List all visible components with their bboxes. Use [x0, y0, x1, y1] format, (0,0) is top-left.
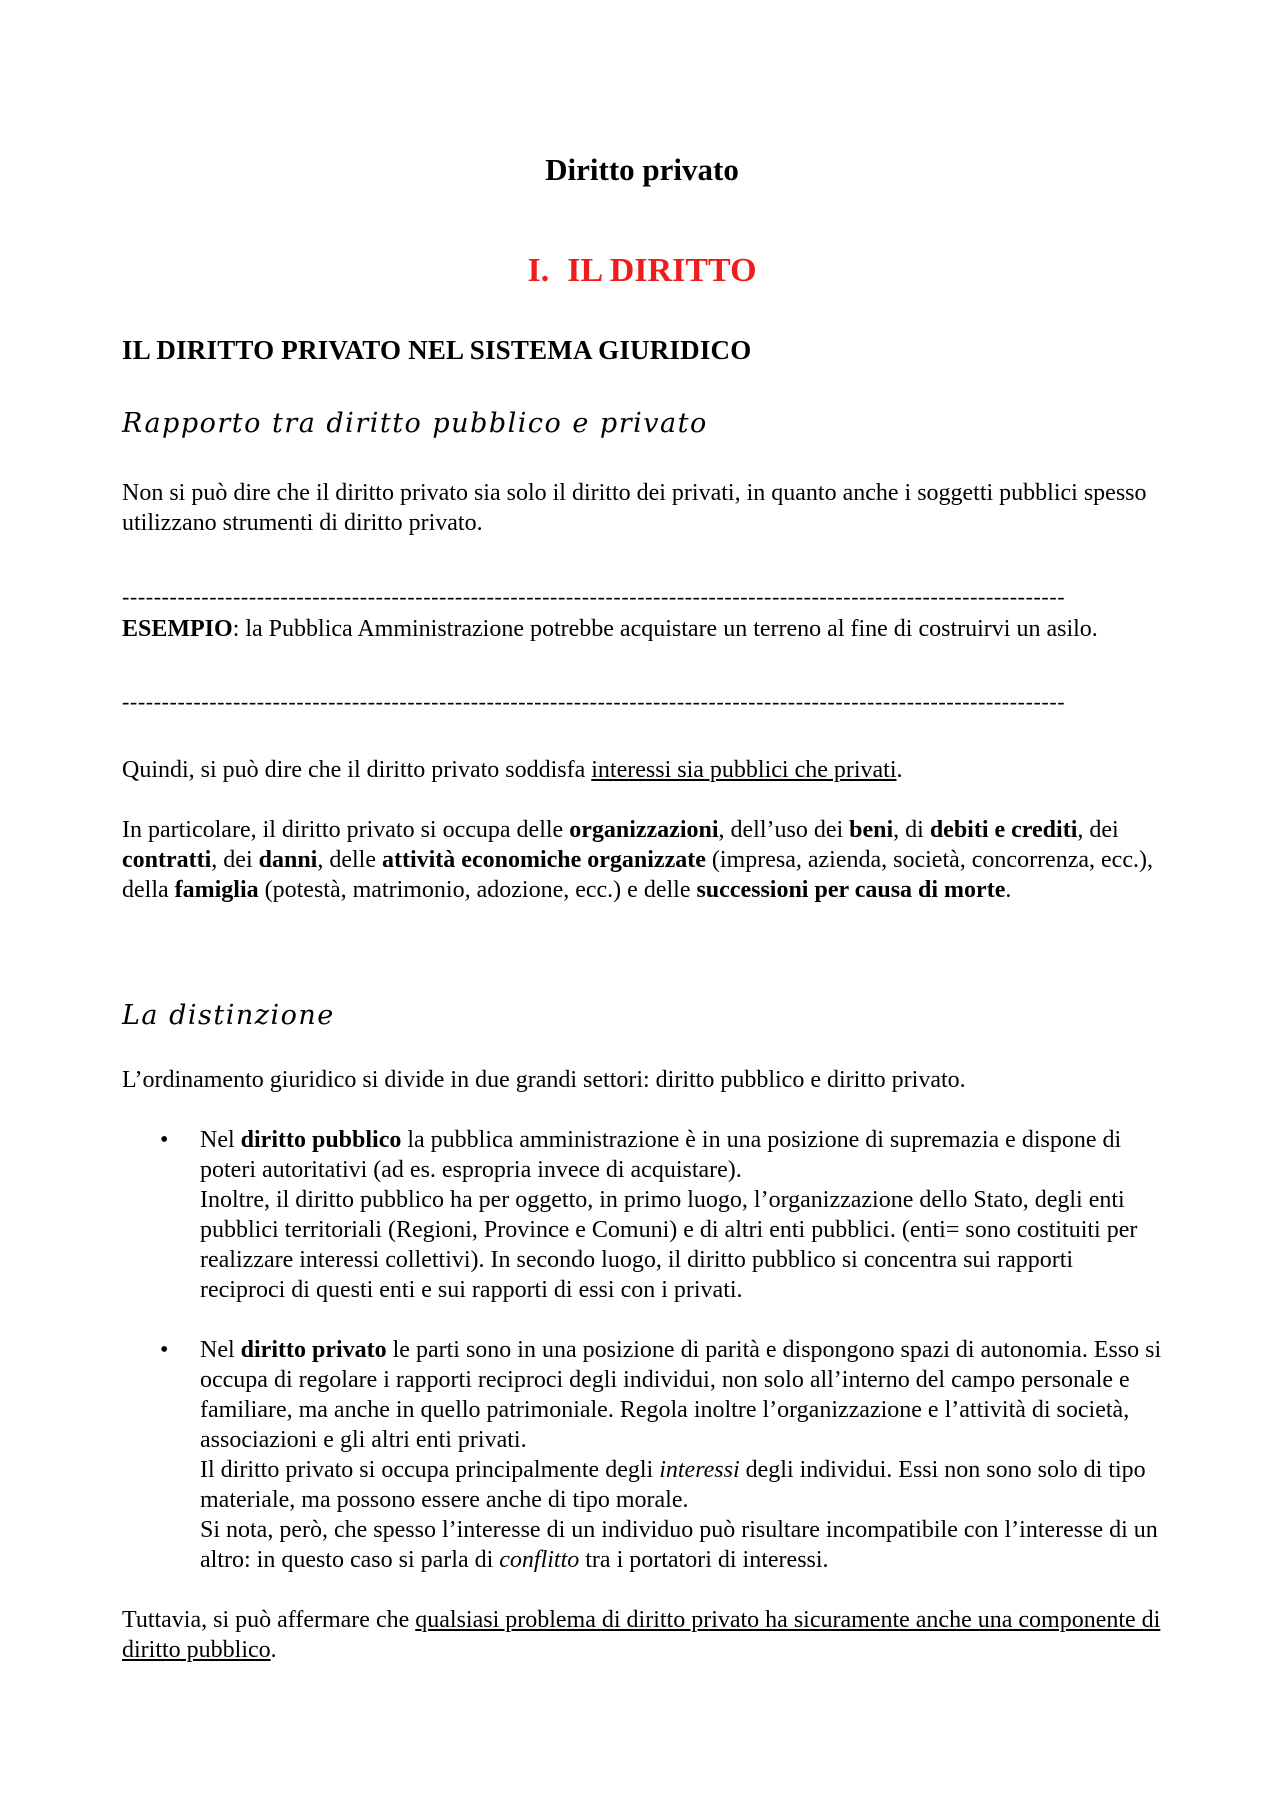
- particolare-text: , delle: [317, 847, 382, 873]
- bullet-list-1: [122, 1125, 1162, 1305]
- particolare-bold: organizzazioni: [569, 817, 719, 843]
- tuttavia-prefix: Tuttavia, si può affermare che: [122, 1607, 416, 1633]
- bullet-2-l3-prefix: Si nota, però, che spesso l’interesse di un individuo può risultare incompatibile con l’interesse di un altro: in questo caso si parla di: [200, 1517, 1158, 1573]
- bullet-2-bold: diritto privato: [240, 1337, 387, 1363]
- list-item: [122, 1125, 1162, 1305]
- particolare-bold: famiglia: [174, 877, 259, 903]
- bullet-2-line-3: [200, 1515, 1162, 1575]
- bullet-2-italic-interessi: interessi: [659, 1457, 740, 1483]
- chapter-heading: [122, 252, 1162, 290]
- tuttavia-suffix: .: [270, 1637, 277, 1663]
- quindi-prefix: Quindi, si può dire che il diritto privato soddisfa: [122, 757, 592, 783]
- particolare-bold: contratti: [122, 847, 212, 873]
- bullet-2-line-1: [200, 1335, 1162, 1455]
- bullet-icon: •: [160, 1127, 169, 1153]
- separator-top: -----------------------------------------------------------------------------------------------------------------------: [122, 585, 1066, 609]
- quindi-suffix: .: [896, 757, 903, 783]
- bullet-2-line-2: [200, 1455, 1162, 1515]
- bullet-2-prefix: Nel: [200, 1337, 241, 1363]
- particolare-text: , dei: [211, 847, 259, 873]
- particolare-bold: debiti e crediti: [929, 817, 1078, 843]
- particolare-paragraph: [122, 815, 1162, 905]
- tuttavia-underlined: qualsiasi problema di diritto privato ha sicuramente anche una componente di diritto pubblico: [122, 1607, 1161, 1663]
- bullet-2-l2-suffix: degli individui. Essi non sono solo di tipo materiale, ma possono essere anche di tipo morale.: [200, 1457, 1146, 1513]
- quindi-paragraph: [122, 755, 1162, 785]
- bullet-2-italic-conflitto: conflitto: [499, 1547, 580, 1573]
- subheading-rapporto: Rapporto tra diritto pubblico e privato: [122, 408, 708, 439]
- bullet-1-line-1: [200, 1125, 1162, 1185]
- bullet-1-text: la pubblica amministrazione è in una posizione di supremazia e dispone di poteri autoritativi (ad es. espropria invece di acquistare).: [200, 1127, 1122, 1183]
- example-label: ESEMPIO: [122, 616, 233, 642]
- bullet-2-l3-suffix: tra i portatori di interessi.: [579, 1547, 829, 1573]
- bullet-list-2: [122, 1335, 1162, 1575]
- list-item: [122, 1335, 1162, 1575]
- chapter-number: I.: [527, 252, 550, 289]
- particolare-text: (potestà, matrimonio, adozione, ecc.) e delle: [258, 877, 697, 903]
- bullet-2-text: le parti sono in una posizione di parità e dispongono spazi di autonomia. Esso si occupa di regolare i rapporti reciproci degli individui, non solo all’interno del campo personale e familiare, ma anche in quello patrimoniale. Regola inoltre l’organizzazione e l’attività di società, associazioni e gli altri enti privati.: [200, 1337, 1162, 1453]
- particolare-text: , dell’uso dei: [718, 817, 850, 843]
- particolare-bold: attività economiche organizzate: [381, 847, 706, 873]
- particolare-text: , di: [893, 817, 930, 843]
- bullet-1-bold: diritto pubblico: [240, 1127, 402, 1153]
- ordinamento-paragraph: L’ordinamento giuridico si divide in due grandi settori: diritto pubblico e diritto privato.: [122, 1067, 966, 1093]
- bullet-2-l2-prefix: Il diritto privato si occupa principalmente degli: [200, 1457, 660, 1483]
- tuttavia-paragraph: [122, 1605, 1162, 1665]
- particolare-text: , dei: [1077, 817, 1119, 843]
- document-title: Diritto privato: [545, 152, 739, 187]
- quindi-underlined: interessi sia pubblici che privati: [591, 757, 897, 783]
- particolare-text: In particolare, il diritto privato si occupa delle: [122, 817, 570, 843]
- section-title: IL DIRITTO PRIVATO NEL SISTEMA GIURIDICO: [122, 335, 752, 365]
- particolare-bold: successioni per causa di morte: [696, 877, 1006, 903]
- bullet-1-line-2: Inoltre, il diritto pubblico ha per oggetto, in primo luogo, l’organizzazione dello Stato, degli enti pubblici territoriali (Regioni, Province e Comuni) e di altri enti pubblici. (enti= sono costituiti per realizzare interessi collettivi). In secondo luogo, il diritto pubblico si concentra sui rapporti reciproci di questi enti e sui rapporti di essi con i privati.: [200, 1187, 1138, 1303]
- bullet-1-prefix: Nel: [200, 1127, 241, 1153]
- particolare-text: (impresa, azienda, società, concorrenza, ecc.), della: [122, 847, 1153, 903]
- example-paragraph: [122, 614, 1162, 644]
- particolare-bold: beni: [849, 817, 894, 843]
- separator-bottom: -----------------------------------------------------------------------------------------------------------------------: [122, 690, 1066, 714]
- example-text: : la Pubblica Amministrazione potrebbe acquistare un terreno al fine di costruirvi un asilo.: [232, 616, 1098, 642]
- chapter-title: IL DIRITTO: [567, 252, 757, 289]
- particolare-bold: danni: [258, 847, 318, 873]
- bullet-icon: •: [160, 1337, 169, 1363]
- subheading-distinzione: La distinzione: [122, 1000, 335, 1031]
- intro-paragraph: Non si può dire che il diritto privato sia solo il diritto dei privati, in quanto anche i soggetti pubblici spesso utilizzano strumenti di diritto privato.: [122, 480, 1147, 536]
- particolare-text: .: [1005, 877, 1012, 903]
